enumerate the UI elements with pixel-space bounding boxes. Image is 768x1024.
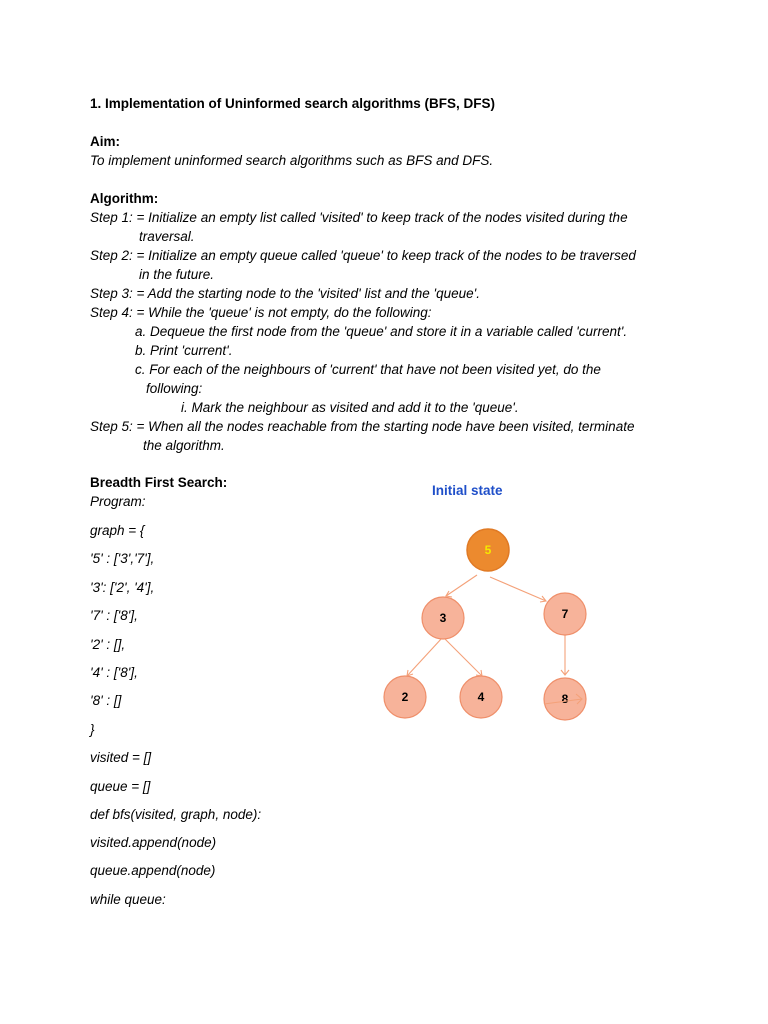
node-2 — [384, 676, 426, 718]
node-8-label: 8 — [561, 692, 569, 706]
step1-line2: traversal. — [139, 229, 195, 244]
code-line: '5' : ['3','7'], — [90, 551, 155, 566]
node-4-label: 4 — [477, 690, 485, 704]
algorithm-label: Algorithm: — [90, 191, 159, 206]
tree-diagram — [370, 475, 610, 735]
aim-text: To implement uninformed search algorithms such as BFS and DFS. — [90, 153, 494, 168]
code-line: visited = [] — [90, 750, 152, 765]
code-line: '8' : [] — [90, 693, 122, 708]
step4: Step 4: = While the 'queue' is not empty, do the following: — [90, 305, 432, 320]
code-line: while queue: — [90, 892, 166, 907]
code-line: queue = [] — [90, 779, 151, 794]
code-line: '2' : [], — [90, 637, 126, 652]
bfs-label: Breadth First Search: — [90, 475, 228, 490]
edge-3-2 — [407, 638, 442, 676]
code-line: visited.append(node) — [90, 835, 217, 850]
code-line: '7' : ['8'], — [90, 608, 138, 623]
step1-line1: Step 1: = Initialize an empty list called 'visited' to keep track of the nodes visited during the — [90, 210, 628, 225]
node-3-label: 3 — [439, 611, 447, 625]
node-3 — [422, 597, 464, 639]
diagram-title: Initial state — [432, 483, 503, 498]
edge-5-3 — [446, 575, 477, 596]
code-line: graph = { — [90, 523, 145, 538]
node-4 — [460, 676, 502, 718]
edge-5-7 — [490, 577, 546, 601]
code-line: def bfs(visited, graph, node): — [90, 807, 262, 822]
node-8 — [544, 678, 586, 720]
step2-line2: in the future. — [139, 267, 215, 282]
step4b: b. Print 'current'. — [135, 343, 233, 358]
step4a: a. Dequeue the first node from the 'queue' and store it in a variable called 'current'. — [135, 324, 628, 339]
node-5-label: 5 — [484, 543, 492, 557]
node-7 — [544, 593, 586, 635]
node-5 — [467, 529, 509, 571]
program-label: Program: — [90, 494, 146, 509]
step2-line1: Step 2: = Initialize an empty queue called 'queue' to keep track of the nodes to be traversed — [90, 248, 636, 263]
step5-line2: the algorithm. — [143, 438, 225, 453]
step4ci: i. Mark the neighbour as visited and add it to the 'queue'. — [181, 400, 519, 415]
node-2-label: 2 — [401, 690, 409, 704]
step4c-line2: following: — [146, 381, 203, 396]
edge-3-4 — [444, 638, 482, 676]
code-line: queue.append(node) — [90, 863, 216, 878]
node-7-label: 7 — [561, 607, 569, 621]
page-heading: 1. Implementation of Uninformed search algorithms (BFS, DFS) — [90, 96, 496, 111]
code-line: } — [90, 722, 95, 737]
step5-line1: Step 5: = When all the nodes reachable from the starting node have been visited, terminate — [90, 419, 635, 434]
step3: Step 3: = Add the starting node to the 'visited' list and the 'queue'. — [90, 286, 480, 301]
code-line: '4' : ['8'], — [90, 665, 138, 680]
code-line: '3': ['2', '4'], — [90, 580, 155, 595]
aim-label: Aim: — [90, 134, 120, 149]
step4c-line1: c. For each of the neighbours of 'current' that have not been visited yet, do the — [135, 362, 601, 377]
